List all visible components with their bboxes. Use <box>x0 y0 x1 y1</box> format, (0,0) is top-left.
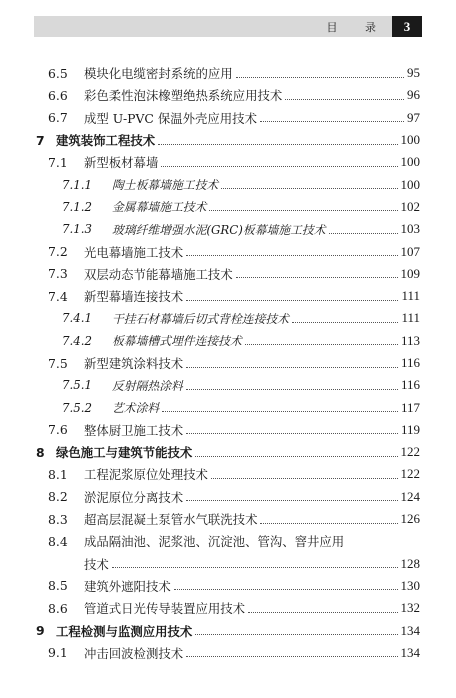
toc-section-row[interactable] <box>0 508 456 530</box>
dot-leader <box>260 121 404 122</box>
toc-title: 彩色柔性泡沫橡塑绝热系统应用技术 <box>84 88 283 104</box>
toc-section-row[interactable] <box>0 263 456 285</box>
toc-section-row[interactable] <box>0 84 456 106</box>
dot-leader <box>162 411 398 412</box>
toc-section-row[interactable] <box>0 374 456 396</box>
toc-page-number: 134 <box>400 622 420 638</box>
dot-leader <box>260 523 397 524</box>
toc-section-row[interactable] <box>0 352 456 374</box>
toc-number: 8.1 <box>48 466 68 482</box>
dot-leader <box>209 210 397 211</box>
toc-section-row[interactable] <box>0 419 456 441</box>
toc-page-number: 113 <box>400 332 420 348</box>
toc-section-row[interactable] <box>0 218 456 240</box>
toc-page-number: 96 <box>407 87 420 103</box>
toc-page-number: 111 <box>401 288 420 304</box>
toc-section-row[interactable] <box>0 642 456 664</box>
toc-page-number: 130 <box>400 577 420 593</box>
toc-page-number: 111 <box>401 310 420 326</box>
table-of-contents <box>0 62 456 664</box>
dot-leader <box>236 277 398 278</box>
toc-title: 干挂石材幕墙后切式背栓连接技术 <box>112 311 289 326</box>
toc-title: 反射隔热涂料 <box>112 378 183 393</box>
toc-number: 8.3 <box>48 511 68 527</box>
dot-leader <box>285 99 404 100</box>
toc-chapter-row[interactable] <box>0 441 456 463</box>
dot-leader <box>161 166 397 167</box>
toc-title: 冲击回波检测技术 <box>84 645 184 661</box>
toc-title: 工程检测与监测应用技术 <box>56 623 193 639</box>
toc-number: 7.4.1 <box>62 311 93 326</box>
toc-section-row[interactable] <box>0 107 456 129</box>
toc-title: 管道式日光传导装置应用技术 <box>84 601 246 617</box>
toc-page-number: 100 <box>400 154 420 170</box>
toc-page-number: 107 <box>400 243 420 259</box>
toc-page-number: 126 <box>400 511 420 527</box>
toc-number: 9 <box>36 623 45 639</box>
toc-page-number: 100 <box>400 176 420 192</box>
toc-title: 技术 <box>84 556 109 572</box>
toc-number: 7.5 <box>48 355 68 371</box>
dot-leader <box>245 344 398 345</box>
dot-leader <box>158 144 397 145</box>
toc-title: 新型建筑涂料技术 <box>84 356 184 371</box>
toc-title: 玻璃纤维增强水泥(GRC)板幕墙施工技术 <box>112 222 326 237</box>
toc-number: 8.6 <box>48 600 68 616</box>
page-header <box>34 16 422 37</box>
toc-page-number: 100 <box>400 132 420 148</box>
toc-number: 8.4 <box>48 533 68 549</box>
toc-number: 6.7 <box>48 110 68 126</box>
toc-number: 7.1.3 <box>62 222 93 237</box>
toc-number: 7.1.1 <box>62 177 93 192</box>
toc-section-row[interactable] <box>0 173 456 195</box>
toc-number: 6.5 <box>48 65 68 81</box>
toc-number: 7 <box>36 132 45 148</box>
dot-leader <box>186 255 397 256</box>
toc-title: 超高层混凝土泵管水气联洗技术 <box>84 512 258 528</box>
toc-title: 金属幕墙施工技术 <box>112 200 207 215</box>
dot-leader <box>221 188 397 189</box>
toc-title: 新型板材幕墙 <box>84 155 159 171</box>
toc-page-number: 103 <box>400 221 420 237</box>
toc-section-row[interactable] <box>0 196 456 218</box>
toc-number: 9.1 <box>48 645 68 661</box>
toc-title: 成品隔油池、泥浆池、沉淀池、管沟、窨井应用 <box>84 534 345 550</box>
dot-leader <box>186 656 397 657</box>
dot-leader <box>195 634 397 635</box>
toc-page-number: 116 <box>400 355 420 370</box>
dot-leader <box>112 567 398 568</box>
toc-page-number: 116 <box>400 377 420 393</box>
dot-leader <box>211 478 398 479</box>
toc-page-number: 95 <box>407 65 420 81</box>
toc-number: 6.6 <box>48 87 68 103</box>
toc-title: 淤泥原位分离技术 <box>84 489 184 505</box>
dot-leader <box>186 300 398 301</box>
toc-title: 光电幕墙施工技术 <box>84 244 184 260</box>
toc-title: 双层动态节能幕墙施工技术 <box>84 266 233 282</box>
toc-number: 8 <box>36 444 45 460</box>
dot-leader <box>186 389 398 390</box>
toc-number: 7.1 <box>48 154 68 170</box>
toc-title: 模块化电缆密封系统的应用 <box>84 66 233 82</box>
toc-page-number: 122 <box>400 466 420 482</box>
toc-title: 工程泥浆原位处理技术 <box>84 467 208 483</box>
toc-title: 建筑装饰工程技术 <box>56 133 156 149</box>
toc-section-row[interactable] <box>0 486 456 508</box>
toc-title: 建筑外遮阳技术 <box>84 578 171 594</box>
dot-leader <box>186 433 398 434</box>
toc-number: 8.5 <box>48 578 68 594</box>
toc-number: 7.5.1 <box>62 378 93 393</box>
toc-number: 7.2 <box>48 244 68 260</box>
toc-title: 成型 U-PVC 保温外壳应用技术 <box>84 110 257 126</box>
toc-number: 7.4 <box>48 288 68 304</box>
toc-number: 7.5.2 <box>62 400 93 415</box>
toc-title: 绿色施工与建筑节能技术 <box>56 445 193 461</box>
toc-section-row[interactable] <box>0 307 456 329</box>
toc-section-row[interactable] <box>0 285 456 307</box>
toc-number: 8.2 <box>48 489 68 505</box>
toc-page-number: 128 <box>400 555 420 571</box>
toc-page-number: 97 <box>407 109 420 125</box>
toc-section-row[interactable] <box>0 330 456 352</box>
toc-number: 7.3 <box>48 266 68 282</box>
toc-section-row[interactable] <box>0 530 456 552</box>
toc-page-number: 132 <box>400 600 420 616</box>
dot-leader <box>195 456 397 457</box>
toc-page-number: 102 <box>400 198 420 214</box>
toc-title: 新型幕墙连接技术 <box>84 289 184 305</box>
toc-section-row[interactable] <box>0 575 456 597</box>
toc-number: 7.4.2 <box>62 333 93 348</box>
dot-leader <box>329 233 398 234</box>
toc-chapter-row[interactable] <box>0 619 456 641</box>
dot-leader <box>248 612 397 613</box>
toc-page-number: 109 <box>400 265 420 281</box>
toc-page-number: 119 <box>400 421 420 437</box>
header-title: 目 录 <box>326 21 388 34</box>
toc-section-row[interactable] <box>0 62 456 84</box>
toc-title: 整体厨卫施工技术 <box>84 422 184 438</box>
toc-title: 板幕墙槽式埋件连接技术 <box>112 334 242 349</box>
dot-leader <box>186 367 398 368</box>
toc-number: 7.1.2 <box>62 199 93 214</box>
toc-section-row[interactable] <box>0 240 456 262</box>
toc-page-number: 134 <box>400 644 420 660</box>
dot-leader <box>186 500 397 501</box>
toc-chapter-row[interactable] <box>0 129 456 151</box>
page-number: 3 <box>392 16 422 37</box>
toc-page-number: 124 <box>400 488 420 504</box>
toc-section-row[interactable] <box>0 463 456 485</box>
toc-section-row[interactable] <box>0 151 456 173</box>
toc-section-row[interactable] <box>0 597 456 619</box>
toc-section-row[interactable] <box>0 396 456 418</box>
dot-leader <box>236 77 404 78</box>
dot-leader <box>292 322 398 323</box>
toc-number: 7.6 <box>48 422 68 438</box>
toc-title: 艺术涂料 <box>112 401 160 416</box>
toc-page-number: 122 <box>400 444 420 460</box>
toc-title: 陶土板幕墙施工技术 <box>112 178 219 193</box>
toc-section-row[interactable] <box>0 553 456 575</box>
dot-leader <box>174 589 398 590</box>
toc-page-number: 117 <box>400 399 420 415</box>
